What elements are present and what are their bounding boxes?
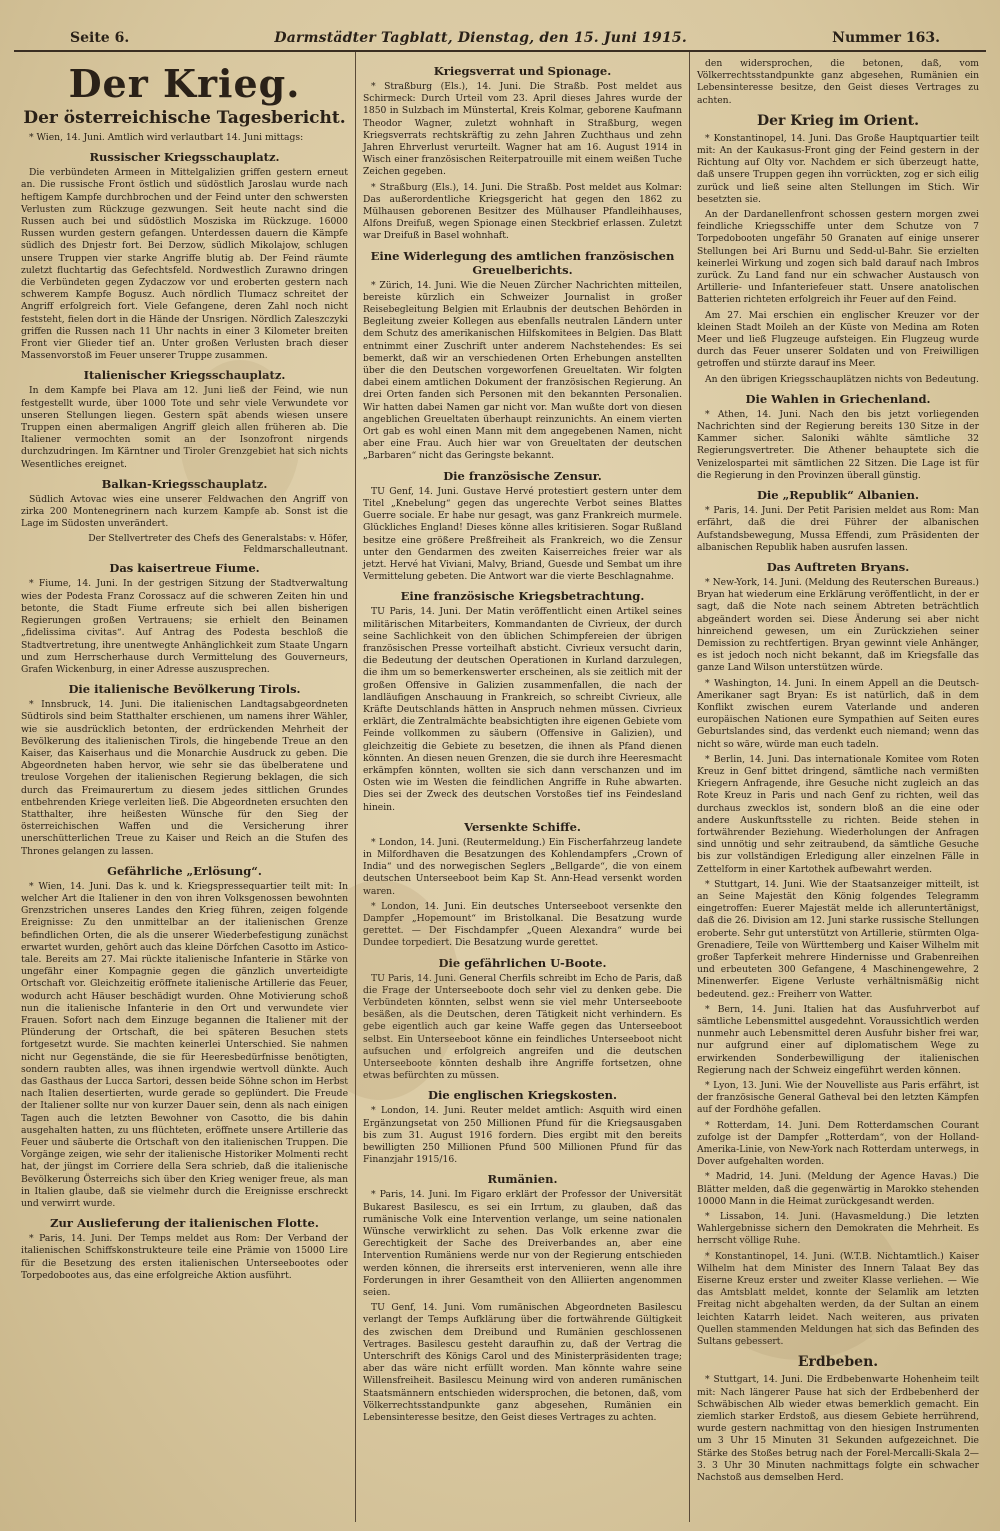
article-heading: Eine Widerlegung des amtlichen französischen Greuelberichts. (370, 248, 675, 277)
article-paragraph: * Paris, 14. Juni. Der Temps meldet aus Rom: Der Verband der italienischen Schiffskonstrukteure teile eine Prämie von 15000 Lire für die Besetzung des ersten italienischen Unterseebootes oder Torpedobootes aus, das eine erfolgreiche Aktion ausführt. (21, 1233, 348, 1281)
article (363, 64, 682, 243)
column-3 (690, 52, 986, 1522)
page-number: Seite 6. (70, 30, 130, 46)
column-3-articles (697, 58, 979, 1484)
columns (14, 52, 986, 1522)
article-paragraph: * Lissabon, 14. Juni. (Havasmeldung.) Die letzten Wahlergebnisse sichern den Demokraten die Mehrheit. Es herrscht völlige Ruhe. (697, 1211, 979, 1247)
article-heading: Die italienische Bevölkerung Tirols. (68, 682, 301, 697)
article (21, 368, 348, 470)
article-paragraph: den widersprochen, die betonen, daß, vom Völkerrechtsstandpunkte ganz abgesehen, Rumänien ein Lebensinteresse besitze, den Geist dieses Vertrages zu achten. (697, 58, 979, 106)
article-paragraph: * Konstantinopel, 14. Juni. (W.T.B. Nichtamtlich.) Kaiser Wilhelm hat dem Minister des Innern Talaat Bey das Eiserne Kreuz erster und zweiter Klasse verliehen. — Wie das Amtsblatt meldet, konnte der Selamlik am letzten Freitag nicht abgehalten werden, da der Sultan an einem leichten Katarrh leidet. Nach weiteren, aus privaten Quellen stammenden Meldungen hat sich das Befinden des Sultans gebessert. (697, 1250, 979, 1348)
article-paragraph: * Rotterdam, 14. Juni. Dem Rotterdamschen Courant zufolge ist der Dampfer „Rotterdam“, von der Holland-Amerika-Linie, von New-York nach Rotterdam unterwegs, in Dover aufgehalten worden. (697, 1119, 979, 1168)
article-paragraph: * Stuttgart, 14. Juni. Wie der Staatsanzeiger mitteilt, ist an Seine Majestät den König folgendes Telegramm eingetroffen: Euerer Majestät melde ich alleruntertänigst, daß die 26. Division am 12. Juni starke russische Stellungen eroberte. Sehr gut unterstützt von Artillerie, stürmten Olga-Grenadiere, Teile von Württemberg und Kaiser Wilhelm mit großer Tapferkeit mehrere Hindernisse und Grabenreihen und erbeuteten 300 Gefangene, 4 Maschinengewehre, 2 Minenwerfer. Eigene Verluste verhältnismäßig nicht bedeutend. gez.: Freiherr von Watter. (697, 878, 979, 1000)
article-paragraph: * Paris, 14. Juni. Im Figaro erklärt der Professor der Universität Bukarest Basilescu, es sei ein Irrtum, zu glauben, daß das rumänische Volk eine Intervention verlange, um seine nationalen Wünsche verwirklicht zu sehen. Das Volk erkenne zwar die Gerechtigkeit der Sache des Dreiverbandes an, aber eine Intervention Rumäniens werde nur von der Regierung entschieden werden können, die ihrerseits erst intervenieren, wenn alle ihre Forderungen in ihrer Gesamtheit von den Alliierten angenommen seien. (363, 1189, 682, 1299)
article-paragraph: * Athen, 14. Juni. Nach den bis jetzt vorliegenden Nachrichten sind der Regierung bereits 130 Sitze in der Kammer sicher. Saloniki wählte sämtliche 32 Regierungsvertreter. Die Athener behauptete sich die Venizelospartei mit sämtlichen 22 Sitzen. Die Lage ist für die Regierung in den Provinzen überall günstig. (697, 408, 979, 481)
article-paragraph: TU Genf, 14. Juni. Gustave Hervé protestiert gestern unter dem Titel „Knebelung“ gegen das ungerechte Verbot seines Blattes Guerre sociale. Er habe nur gesagt, was ganz Frankreich murmele. Glückliches England! Dieses könne alles kritisieren. Sogar Rußland besitze eine größere Preßfreiheit als Frankreich, wo die Zensur unter den Gendarmen des zweiten Kaiserreiches freier war als jetzt. Hervé hat Viviani, Malvy, Briand, Guesde und Sembat um ihre Vermittelung gebeten. Die Antwort war die vierte Beschlagnahme. (363, 485, 682, 583)
article (363, 1172, 682, 1424)
article-paragraph: Die verbündeten Armeen in Mittelgalizien griffen gestern erneut an. Die russische Front östlich und südöstlich Jaroslau wurde nach heftigem Kampfe durchbrochen und der Feind unter den schwersten Verlusten zum Rückzuge gezwungen. Seit heute nacht sind die Russen auch bei und südöstlich Mosziska im Rückzuge. 16000 Russen wurden gestern gefangen. Unterdessen dauern die Kämpfe südlich des Dnjestr fort. Bei Derzow, südlich Mikolajow, schlugen unsere Truppen vier starke Angriffe blutig ab. Der Feind räumte zuletzt fluchtartig das Gefechtsfeld. Nordwestlich Zurawno dringen die Verbündeten gegen Zydaczow vor und eroberten gestern nach schwerem Kampfe Bogusz. Auch nördlich Tlumacz schreitet der Angriff erfolgreich fort. Viele Gefangene, deren Zahl noch nicht feststeht, fielen dort in die Hände der Unsrigen. Nördlich Zaleszczyki griffen die Russen nach 11 Uhr nachts in einer 3 Kilometer breiten Front vier Glieder tief an. Unter großen Verlusten brach dieser Massenvorstoß im Feuer unserer Truppe zusammen. (21, 167, 348, 362)
article (21, 1216, 348, 1282)
article-paragraph: * Lyon, 13. Juni. Wie der Nouvelliste aus Paris erfährt, ist der französische General Gatheval bei den letzten Kämpfen auf der Fordhöhe gefallen. (697, 1080, 979, 1116)
article-paragraph: * Fiume, 14. Juni. In der gestrigen Sitzung der Stadtverwaltung wies der Podesta Franz Corossacz auf die schweren Zeiten hin und betonte, die Stadt Fiume erfreute sich bei allen bisherigen Regierungen großen Vertrauens; sie erhielt den Beinamen „fidelissima civitas“. Auf Antrag des Podesta beschloß die Stadtvertretung, ihre unentwegte Anhänglichkeit zum Staate Ungarn und zum Herrscherhause durch Vermittelung des Gouverneurs, Grafen Wickenburg, in einer Adresse auszusprechen. (21, 578, 348, 675)
masthead-date: Darmstädter Tagblatt, Dienstag, den 15. Juni 1915. (274, 30, 687, 46)
article (21, 477, 348, 556)
article-heading: Die Wahlen in Griechenland. (745, 391, 931, 406)
article-heading: Eine französische Kriegsbetrachtung. (400, 589, 645, 604)
article-heading: Die englischen Kriegskosten. (428, 1088, 617, 1103)
article (363, 589, 682, 813)
article (697, 392, 979, 482)
article-paragraph: * Washington, 14. Juni. In einem Appell an die Deutsch-Amerikaner sagt Bryan: Es ist natürlich, daß in dem Konflikt zwischen eurem Vaterlande und anderen europäischen Nationen eure Sympathien auf Seiten eures Geburtslandes sind, das verdenkt euch niemand; wenn das nicht so wäre, würde man euch tadeln. (697, 677, 979, 750)
column-2-articles (363, 64, 682, 1424)
article-paragraph: TU Paris, 14. Juni. Der Matin veröffentlicht einen Artikel seines militärischen Mitarbeiters, Kommandanten de Civrieux, der durch seine Sachlichkeit von den üblichen Schimpfereien der übrigen französischen Presse vorteilhaft absticht. Civrieux versucht darin, die Bedeutung der deutschen Operationen in Kurland darzulegen, die ihm um so bemerkenswerter erscheinen, als sie zeitlich mit der großen Offensive in Galizien zusammenfallen, die nach der landläufigen Anschauung in Frankreich, so schreibt Civrieux, alle Kräfte Deutschlands hätten in Anspruch nehmen müssen. Civrieux erklärt, die Zentralmächte beabsichtigten ihre eigenen Gebiete vom Feinde vollkommen zu säubern (Offensive in Galizien), und gleichzeitig die Gebiete zu besetzen, die ihnen als Pfand dienen könnten. An diesen neuen Grenzen, die sie durch ihre Heeresmacht erkämpfen könnten, wollten sie sich dann verschanzen und im Osten wie im Westen die feindlichen Angriffe in Ruhe abwarten. Dies sei der Zweck des deutschen Vorstoßes tief ins Feindesland hinein. (363, 606, 682, 813)
column-1-articles (21, 150, 348, 1282)
article-heading: Versenkte Schiffe. (464, 819, 581, 834)
article-paragraph: TU Paris, 14. Juni. General Cherfils schreibt im Echo de Paris, daß die Frage der Unterseeboote doch sehr viel zu denken gebe. Die Verbündeten könnten, selbst wenn sie viel mehr Unterseeboote besäßen, als die Deutschen, deren Tätigkeit nicht verhindern. Es gebe eigentlich auch gar keine Waffe gegen das Unterseeboot selbst. Ein Unterseeboot könne ein feindliches Unterseeboot nicht aufsuchen und erfolgreich angreifen und die deutschen Unterseeboote könnten deshalb ihre Angriffe fortsetzen, ohne etwas befürchten zu müssen. (363, 972, 682, 1082)
article-paragraph: An den übrigen Kriegsschauplätzen nichts von Bedeutung. (705, 373, 979, 385)
article (363, 249, 682, 463)
article (697, 560, 979, 1348)
article-paragraph: * Innsbruck, 14. Juni. Die italienischen Landtagsabgeordneten Südtirols sind beim Statthalter erschienen, um namens ihrer Wähler, wie sie ausdrücklich betonten, der erdrückenden Mehrheit der Bevölkerung des italienischen Tirols, die hingebende Treue an den Kaiser, das Kaiserhaus und die Monarchie Ausdruck zu geben. Die Abgeordneten haben hervor, wie sehr sie das übelberatene und treulose Vorgehen der italienischen Regierung beklagen, die sich durch das Freimaurertum zu diesem jedes sittlichen Grundes entbehrenden Kriege verleiten ließ. Die Abgeordneten ersuchten den Statthalter, ihre heißesten Wünsche für den Sieg der österreichischen Waffen und die Versicherung ihrer unerschütterlichen Treue zu Kaiser und Reich an die Stufen des Thrones gelangen zu lassen. (21, 699, 348, 857)
article-paragraph: * London, 14. Juni. Reuter meldet amtlich: Asquith wird einen Ergänzungsetat von 250 Millionen Pfund für die Kriegsausgaben bis zum 31. August 1916 fordern. Dies ergibt mit den bereits bewilligten 250 Millionen Pfund 500 Millionen Pfund für das Finanzjahr 1915/16. (363, 1105, 682, 1166)
article-paragraph: * Paris, 14. Juni. Der Petit Parisien meldet aus Rom: Man erfährt, daß die drei Führer der albanischen Aufstandsbewegung, Mussa Effendi, zum Präsidenten der albanischen Republik haben ausrufen lassen. (697, 505, 979, 553)
article-paragraph: Südlich Avtovac wies eine unserer Feldwachen den Angriff von zirka 200 Montenegrinern nach kurzem Kampfe ab. Sonst ist die Lage im Südosten unverändert. (21, 493, 348, 530)
article (697, 113, 979, 386)
article-heading: Gefährliche „Erlösung“. (107, 863, 262, 878)
column-1 (14, 52, 356, 1522)
article (363, 956, 682, 1083)
intro-text: * Wien, 14. Juni. Amtlich wird verlautbart 14. Juni mittags: (29, 132, 304, 143)
article-heading: Italienischer Kriegsschauplatz. (83, 368, 286, 383)
article-heading: Zur Auslieferung der italienischen Flotte. (50, 1216, 319, 1231)
article-heading: Erdbeben. (797, 1354, 879, 1371)
article (21, 864, 348, 1210)
article-paragraph: TU Genf, 14. Juni. Vom rumänischen Abgeordneten Basilescu verlangt der Temps Aufklärung über die fortwährende Gültigkeit des zwischen dem Dreibund und Rumänien geschlossenen Vertrages. Basilescu gesteht daraufhin zu, daß der Vertrag die Unterschrift des Königs Carol und des Ministerpräsidenten trage; aber das wäre nicht erfüllt worden. Man könnte wahre seine Willensfreiheit. Basilescu Meinung wird von anderen rumänischen Staatsmännern entschieden widersprochen, die betonen, daß, vom Völkerrechtsstandpunkte ganz abgesehen, Rumänien ein Lebensinteresse besitze, den Geist dieses Vertrages zu achten. (363, 1302, 682, 1424)
article-paragraph: * London, 14. Juni. Ein deutsches Unterseeboot versenkte den Dampfer „Hopemount“ im Bristolkanal. Die Besatzung wurde gerettet. — Der Fischdampfer „Queen Alexandra“ wurde bei Dundee torpediert. Die Besatzung wurde gerettet. (363, 900, 682, 949)
article-heading: Die französische Zensur. (443, 468, 602, 483)
article (697, 58, 979, 107)
article-paragraph: * Wien, 14. Juni. Das k. und k. Kriegspressequartier teilt mit: In welcher Art die Italiener in den von ihren Volksgenossen bewohnten Grenzstrichen unseres Landes den Krieg führen, zeigen folgende Ereignisse: Zu den unmittelbar an der italienischen Grenze befindlichen Orten, die als die unserer Wiederbefestigung zunächst erwartet wurden, gehört auch das kleine Dörfchen Casotto im Astico-tale. Bereits am 27. Mai rückte italienische Infanterie in Stärke von ungefähr einer Kompagnie gegen die gänzlich unverteidigte Ortschaft vor. Gleichzeitig eröffnete italienische Artillerie das Feuer, wodurch acht Häuser beschädigt wurden. Ohne Motivierung schoß nun die italienische Infanterie in den Ort und verwundete vier Frauen. Sofort nach dem Einzuge begannen die Italiener mit der Plünderung der Ortschaft, die bei späteren Besuchen stets fortgesetzt wurde. Sie machten keinerlei Unterschied. Sie nahmen nicht nur Gegenstände, die sie für Heeresbedürfnisse benötigten, sondern raubten alles, was ihnen irgendwie wertvoll dünkte. Auch das Gasthaus der Lucca Sartori, dessen beide Söhne schon im Herbst nach Italien desertierten, wurde gerade so geplündert. Die Freude der Italiener sollte nur von kurzer Dauer sein, denn als nach einigen Tagen auch die letzten Bewohner von Casotto, die bis dahin ausgehalten hatten, zu uns flüchteten, eröffnete unsere Artillerie das Feuer und säuberte die Ortschaft von den italienischen Truppen. Die Vorgänge zeigen, wie sehr der italienische Historiker Molmenti recht hat, der jüngst im Corriere della Sera schrieb, daß die italienische Bevölkerung Österreichs sich über den Krieg weniger freue, als man in Italien glaube, daß sie vielmehr durch die Ereignisse erschreckt und verwirrt wurde. (21, 880, 348, 1210)
article (697, 1354, 979, 1484)
article-paragraph: * Stuttgart, 14. Juni. Die Erdbebenwarte Hohenheim teilt mit: Nach längerer Pause hat sich der Erdbebenherd der Schwäbischen Alb wieder etwas bemerklich gemacht. Ein ziemlich starker Erdstoß, aus diesem Gebiete herrührend, wurde gestern nachmittag von den hiesigen Instrumenten um 3 Uhr 15 Minuten 31 Sekunden aufgezeichnet. Die Stärke des Stoßes betrug nach der Forel-Mercalli-Skala 2—3. 3 Uhr 30 Minuten nachmittags folgte ein schwacher Nachstoß aus demselben Herd. (697, 1374, 979, 1483)
article (363, 1088, 682, 1166)
article-heading: Rumänien. (487, 1172, 558, 1187)
article (363, 469, 682, 584)
article-paragraph: * Berlin, 14. Juni. Das internationale Komitee vom Roten Kreuz in Genf bittet dringend, sämtliche nach vermißten Kriegern Anfragende, ihre Gesuche nicht zugleich an das Rote Kreuz in Paris und nach Genf zu richten, weil das durchaus zwecklos ist, sondern bloß an die eine oder andere Auskunftsstelle zu richten. Beide stehen in fortwährender Beziehung. Wiederholungen der Anfragen sind unnötig und sehr zeitraubend, da sämtliche Gesuche bis zur vollständigen Erledigung aller einzelnen Fälle in Zettelform in einer Kartothek aufbewahrt werden. (697, 753, 979, 875)
article (21, 561, 348, 676)
article-heading: Die gefährlichen U-Boote. (438, 955, 607, 970)
article-heading: Russischer Kriegsschauplatz. (89, 150, 280, 165)
article-paragraph: * Madrid, 14. Juni. (Meldung der Agence Havas.) Die Blätter melden, daß die gegenwärtig in Marokko stehenden 10000 Mann in die Heimat zurückgesandt werden. (697, 1171, 979, 1207)
article-heading: Das Auftreten Bryans. (766, 559, 910, 574)
article-paragraph: * New-York, 14. Juni. (Meldung des Reuterschen Bureaus.) Bryan hat wiederum eine Erklärung veröffentlicht, in der er sagt, daß die Note nach seinem Abtreten beträchtlich abgeändert worden sei. Diese Änderung sei aber nicht hinreichend gewesen, um ein Zurückziehen seiner Demission zu rechtfertigen. Bryan gewinnt viele Anhänger, es ist jedoch noch nicht bekannt, daß im Kriegsfalle das ganze Land Wilson unterstützen würde. (697, 576, 979, 674)
article-paragraph: * Konstantinopel, 14. Juni. Das Große Hauptquartier teilt mit: An der Kaukasus-Front ging der Feind gestern in der Richtung auf Olty vor. Nachdem er sich überzeugt hatte, daß unsere Truppen gegen ihn vorrückten, zog er sich eilig zurück und ließ seine alten Stellungen im Stich. Wir besetzten sie. (697, 132, 979, 205)
article-heading: Der Krieg im Orient. (756, 112, 920, 129)
article (697, 488, 979, 554)
page-header (14, 20, 986, 52)
article-heading: Balkan-Kriegsschauplatz. (101, 476, 268, 491)
article (363, 820, 682, 950)
article-paragraph: * Straßburg (Els.), 14. Juni. Die Straßb. Post meldet aus Kolmar: Das außerordentliche Kriegsgericht hat gegen den 1862 zu Mülhausen geborenen Besitzer des Mülhauser Pfandleihhauses, Alfons Dreifuß, wegen Spionage einen Steckbrief erlassen. Zuletzt war Dreifuß in Basel wohnhaft. (363, 181, 682, 242)
article-paragraph: In dem Kampfe bei Plava am 12. Juni ließ der Feind, wie nun festgestellt wurde, über 1000 Tote und sehr viele Verwundete vor unseren Stellungen liegen. Gestern spät abends wiesen unsere Truppen einen abermaligen Angriff gleich allen früheren ab. Die Italiener vermochten somit an der Isonzofront nirgends durchzudringen. Im Kärntner und Tiroler Grenzgebiet hat sich nichts Wesentliches ereignet. (21, 385, 348, 470)
article-heading: Kriegsverrat und Spionage. (433, 64, 612, 78)
column-2 (356, 52, 690, 1522)
article-heading: Die „Republik“ Albanien. (756, 488, 920, 503)
article-paragraph: * Straßburg (Els.), 14. Juni. Die Straßb. Post meldet aus Schirmeck: Durch Urteil vom 23. April dieses Jahres wurde der 1850 in Sulzbach im Münstertal, Kreis Kolmar, geborene Kaufmann Theodor Wagner, zuletzt wohnhaft in Straßburg, wegen Kriegsverrats rechtskräftig zu zehn Jahren Zuchthaus und zehn Jahren Ehrverlust verurteilt. Wagner hat am 16. August 1914 in Wisch einer französischen Reiterpatrouille mit einem weißen Tuche Zeichen gegeben. (363, 81, 682, 178)
main-title: Der Krieg. (68, 61, 301, 106)
article-heading: Das kaisertreue Fiume. (109, 561, 260, 576)
main-subtitle: Der österreichische Tagesbericht. (23, 108, 346, 128)
article (21, 682, 348, 858)
article-paragraph: * London, 14. Juni. (Reutermeldung.) Ein Fischerfahrzeug landete in Milfordhaven die Besatzungen des Kohlendampfers „Crown of India“ und des norwegischen Seglers „Bellgarde“, die von einem deutschen Unterseeboot beim Kap St. Ann-Head versenkt worden waren. (363, 836, 682, 897)
article-paragraph: Am 27. Mai erschien ein englischer Kreuzer vor der kleinen Stadt Moileh an der Küste von Medina am Roten Meer und ließ Flugzeuge aufsteigen. Ein Flugzeug wurde durch das Feuer unserer Soldaten und von Freiwilligen getroffen und stürzte darauf ins Meer. (697, 309, 979, 370)
article (21, 150, 348, 362)
article-paragraph: * Zürich, 14. Juni. Wie die Neuen Zürcher Nachrichten mitteilen, bereiste kürzlich ein Schweizer Journalist in großer Reisebegleitung Belgien mit Erlaubnis der deutschen Behörden in Begleitung zweier Kollegen aus ebenfalls neutralen Ländern unter dem Schutz des amerikanischen Hilfskomitees in Belgien. Das Blatt entnimmt einer Zuschrift unter anderem Nachstehendes: Es sei bemerkt, daß wir an verschiedenen Orten Erhebungen anstellten über die den Deutschen vorgeworfenen Greueltaten. Wir folgten dabei einem amtlichen Dokument der französischen Regierung. An drei Orten fanden sich Personen mit den bekannten Personalien. Wir hatten dabei Namen gar nicht vor. Man wußte dort von diesen angeblichen Greueltaten überhaupt reinzunichts. An einem vierten Ort gab es wohl einen Mann mit dem angegebenen Namen, nicht aber eine Frau. Auch hier war von Greueltaten der deutschen „Barbaren“ nicht das Geringste bekannt. (363, 279, 682, 462)
article-signature: Der Stellvertreter des Chefs des Generalstabs: v. Höfer, Feldmarschalleutnant. (88, 533, 348, 556)
article-paragraph: * Bern, 14. Juni. Italien hat das Ausfuhrverbot auf sämtliche Lebensmittel ausgedehnt. Voraussichtlich werden nunmehr auch Lebensmittel deren Ausfuhr bisher frei war, nur aufgrund einer auf diplomatischem Wege zu erwirkenden Sonderbewilligung der italienischen Regierung nach der Schweiz eingeführt werden können. (697, 1003, 979, 1076)
issue-number: Nummer 163. (832, 30, 940, 46)
article-paragraph: An der Dardanellenfront schossen gestern morgen zwei feindliche Kriegsschiffe unter dem Schutze von 7 Torpedobooten ungefähr 50 Granaten auf einige unserer Stellungen bei Ari Burnu und Sedd-ul-Bahr. Sie erzielten keinerlei Wirkung und zogen sich bald darauf nach Imbros zurück. Zu Land fand nur ein schwacher Austausch von Artillerie- und Infanteriefeuer statt. Unsere anatolischen Batterien richteten erfolgreich ihr Feuer auf den Feind. (697, 209, 979, 306)
